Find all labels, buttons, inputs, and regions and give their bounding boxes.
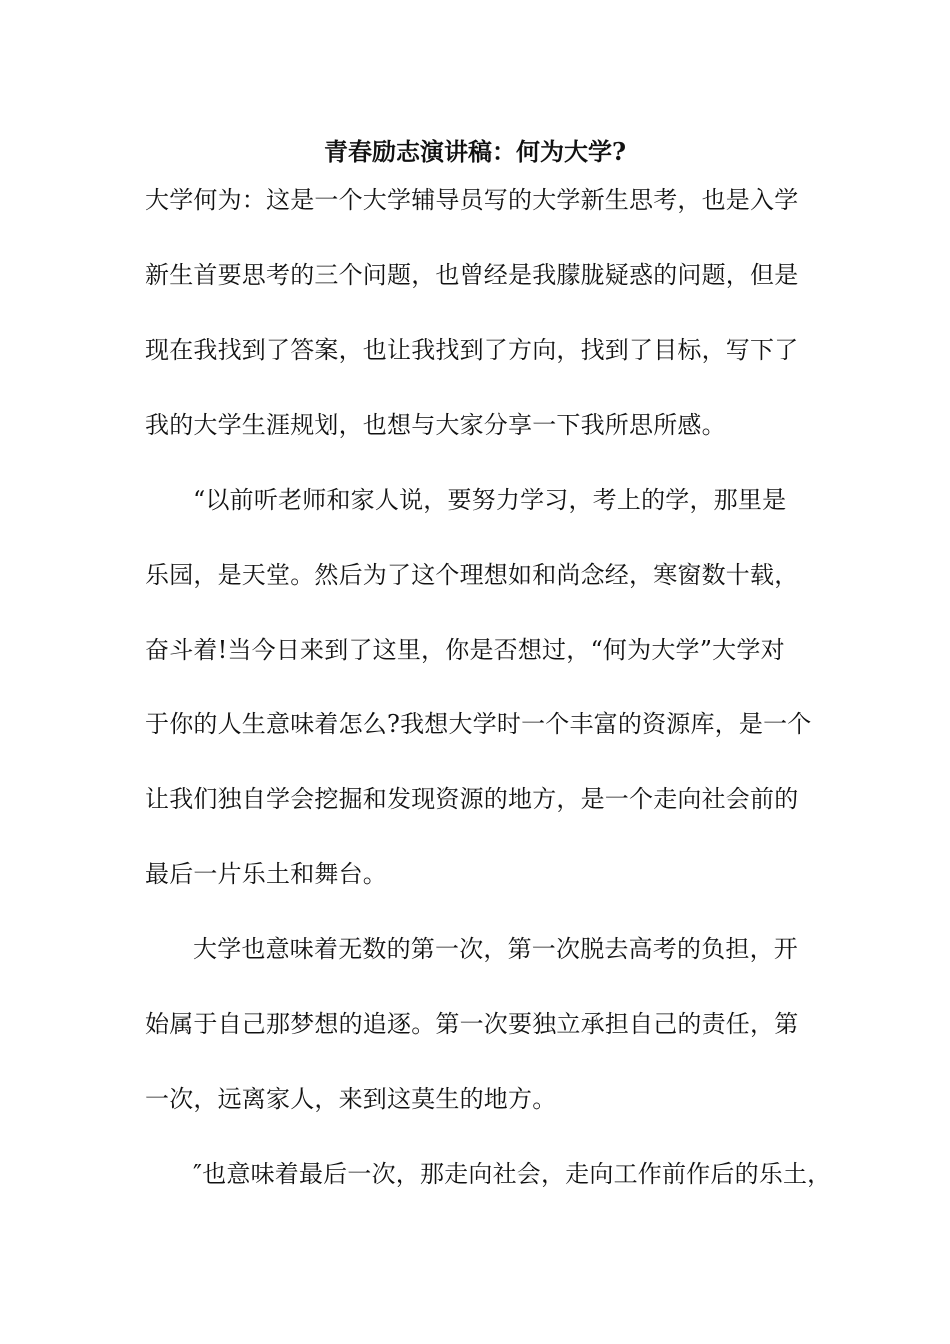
paragraph-line: 始属于自己那梦想的追逐。第一次要独立承担自己的责任，第 [145, 1010, 799, 1038]
paragraph-line: 最后一片乐土和舞台。 [145, 860, 387, 888]
paragraph-line: 现在我找到了答案，也让我找到了方向，找到了目标，写下了 [145, 336, 799, 364]
paragraph-line: 于你的人生意味着怎么?我想大学时一个丰富的资源库，是一个 [145, 710, 812, 738]
paragraph-line: 乐园，是天堂。然后为了这个理想如和尚念经，寒窗数十载， [145, 561, 799, 589]
paragraph-line: 让我们独自学会挖掘和发现资源的地方，是一个走向社会前的 [145, 785, 799, 813]
paragraph-line: 大学何为：这是一个大学辅导员写的大学新生思考，也是入学 [145, 186, 799, 214]
document-title: 青春励志演讲稿：何为大学? [323, 137, 627, 166]
paragraph-line: 我的大学生涯规划，也想与大家分享一下我所思所感。 [145, 411, 726, 439]
paragraph-line: 大学也意味着无数的第一次，第一次脱去高考的负担，开 [193, 935, 798, 963]
paragraph-line: ″也意味着最后一次，那走向社会，走向工作前作后的乐土， [193, 1160, 832, 1188]
paragraph-line: 新生首要思考的三个问题，也曾经是我朦胧疑惑的问题，但是 [145, 261, 799, 289]
paragraph-line: 奋斗着!当今日来到了这里，你是否想过，“何为大学”大学对 [145, 636, 785, 664]
paragraph-line: “以前听老师和家人说，要努力学习，考上的学，那里是 [193, 486, 787, 514]
paragraph-line: 一次，远离家人，来到这莫生的地方。 [145, 1085, 557, 1113]
